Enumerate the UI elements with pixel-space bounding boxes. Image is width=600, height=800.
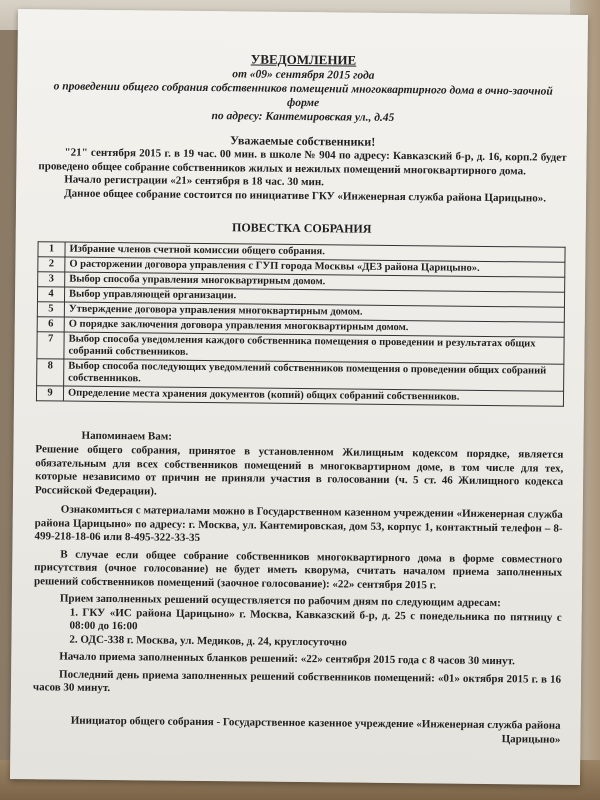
agenda-text: Выбор способа уведомления каждого собственника помещения о проведении и результатах общих собраний собственников. bbox=[64, 332, 564, 364]
agenda-num: 9 bbox=[36, 386, 63, 401]
document-title: УВЕДОМЛЕНИЕ bbox=[250, 51, 357, 68]
agenda-num: 3 bbox=[38, 272, 65, 287]
agenda-num: 7 bbox=[37, 332, 64, 359]
agenda-table bbox=[36, 241, 566, 407]
agenda-num: 2 bbox=[38, 257, 65, 272]
agenda-text: Выбор способа управления многоквартирным домом. bbox=[65, 272, 565, 292]
last-day-paragraph: Последний день приема заполненных решений собственников помещений: «01» октября 2015 г. в 16 часов 30 минут. bbox=[32, 668, 562, 695]
document-date: от «09» сентября 2015 года bbox=[232, 68, 375, 82]
initiator-signature: Инициатор общего собрания - Государственное казенное учреждение «Инженерная служба района Царицыно» bbox=[70, 714, 561, 746]
document-body bbox=[32, 39, 567, 746]
quorum-paragraph: В случае если общее собрание собственников многоквартирного дома в форме совместного присутствия (очное голосование) не будет иметь кворума, считать началом приема заполненных решений собственников помещений (заочное голосование): «22» сентября 2015 г. bbox=[33, 548, 563, 591]
agenda-num: 4 bbox=[37, 287, 64, 302]
agenda-num: 1 bbox=[38, 242, 65, 257]
agenda-text: О порядке заключения договора управления многоквартирным домом. bbox=[64, 317, 564, 337]
agenda-text: Выбор управляющей организации. bbox=[64, 287, 564, 307]
agenda-text: Утверждение договора управления многоквартирным домом. bbox=[64, 302, 564, 322]
agenda-num: 5 bbox=[37, 302, 64, 317]
materials-paragraph: Ознакомиться с материалами можно в Государственном казенном учреждении «Инженерная служба района Царицыно» по адресу: г. Москва, ул. Кантемировская, дом 53, корпус 1, контактный телефон – 8-499-218-18-06 или 8-495-322-33-35 bbox=[34, 503, 563, 544]
reception-paragraph: Прием заполненных решений осуществляется по рабочим дням по следующим адресам: bbox=[59, 592, 501, 610]
greeting: Уважаемые собственники! bbox=[230, 133, 376, 149]
registration-paragraph: Начало регистрации «21» сентября в 18 час. 30 мин. bbox=[64, 173, 325, 189]
initiative-paragraph: Данное общее собрание состоится по инициативе ГКУ «Инженерная служба района Царицыно». bbox=[64, 187, 547, 205]
meeting-paragraph: "21" сентября 2015 г. в 19 час. 00 мин. в школе № 904 по адресу: Кавказский б-р, д. 16, корп.2 будет проведено общее собрание собственников жилых и нежилых помещений многоквартирного дома. bbox=[38, 146, 567, 177]
reminder-paragraph: Решение общего собрания, принятое в установленном Жилищным кодексом порядке, является обязательным для всех собственников помещений в многоквартирном доме, в том числе для тех, которые независимо от причин не приняли участия в голосовании (ч. 5 ст. 46 Жилищного кодекса Российской Федерации). bbox=[34, 443, 564, 498]
agenda-num: 6 bbox=[37, 317, 64, 332]
document-address: по адресу: Кантемировская ул., д.45 bbox=[211, 110, 395, 124]
agenda-text: Избрание членов счетной комиссии общего собрания. bbox=[65, 242, 565, 262]
agenda-text: О расторжении договора управления с ГУП города Москвы «ДЕЗ района Царицыно». bbox=[65, 257, 565, 277]
agenda-body bbox=[36, 242, 565, 407]
reminder-title: Напоминаем Вам: bbox=[81, 429, 172, 443]
reception-address-2: 2. ОДС-338 г. Москва, ул. Медиков, д. 24, круглосуточно bbox=[69, 633, 347, 649]
agenda-text: Определение места хранения документов (копий) общих собраний собственников. bbox=[63, 386, 563, 406]
paper-sheet bbox=[10, 9, 588, 785]
document-subject: о проведении общего собрания собственников помещений многоквартирного дома в очно-заочной форме bbox=[53, 80, 553, 110]
reception-start-paragraph: Начало приема заполненных бланков решений: «22» сентября 2015 года с 8 часов 30 минут. bbox=[59, 650, 515, 668]
agenda-title: ПОВЕСТКА СОБРАНИЯ bbox=[231, 220, 372, 236]
reception-address-1: 1. ГКУ «ИС района Царицыно» г. Москва, Кавказский б-р, д. 25 с понедельника по пятницу с 08:00 до 16:00 bbox=[69, 606, 562, 633]
agenda-text: Выбор способа последующих уведомлений собственников помещения о проведении общих собраний собственников. bbox=[64, 359, 564, 391]
agenda-num: 8 bbox=[37, 359, 64, 386]
